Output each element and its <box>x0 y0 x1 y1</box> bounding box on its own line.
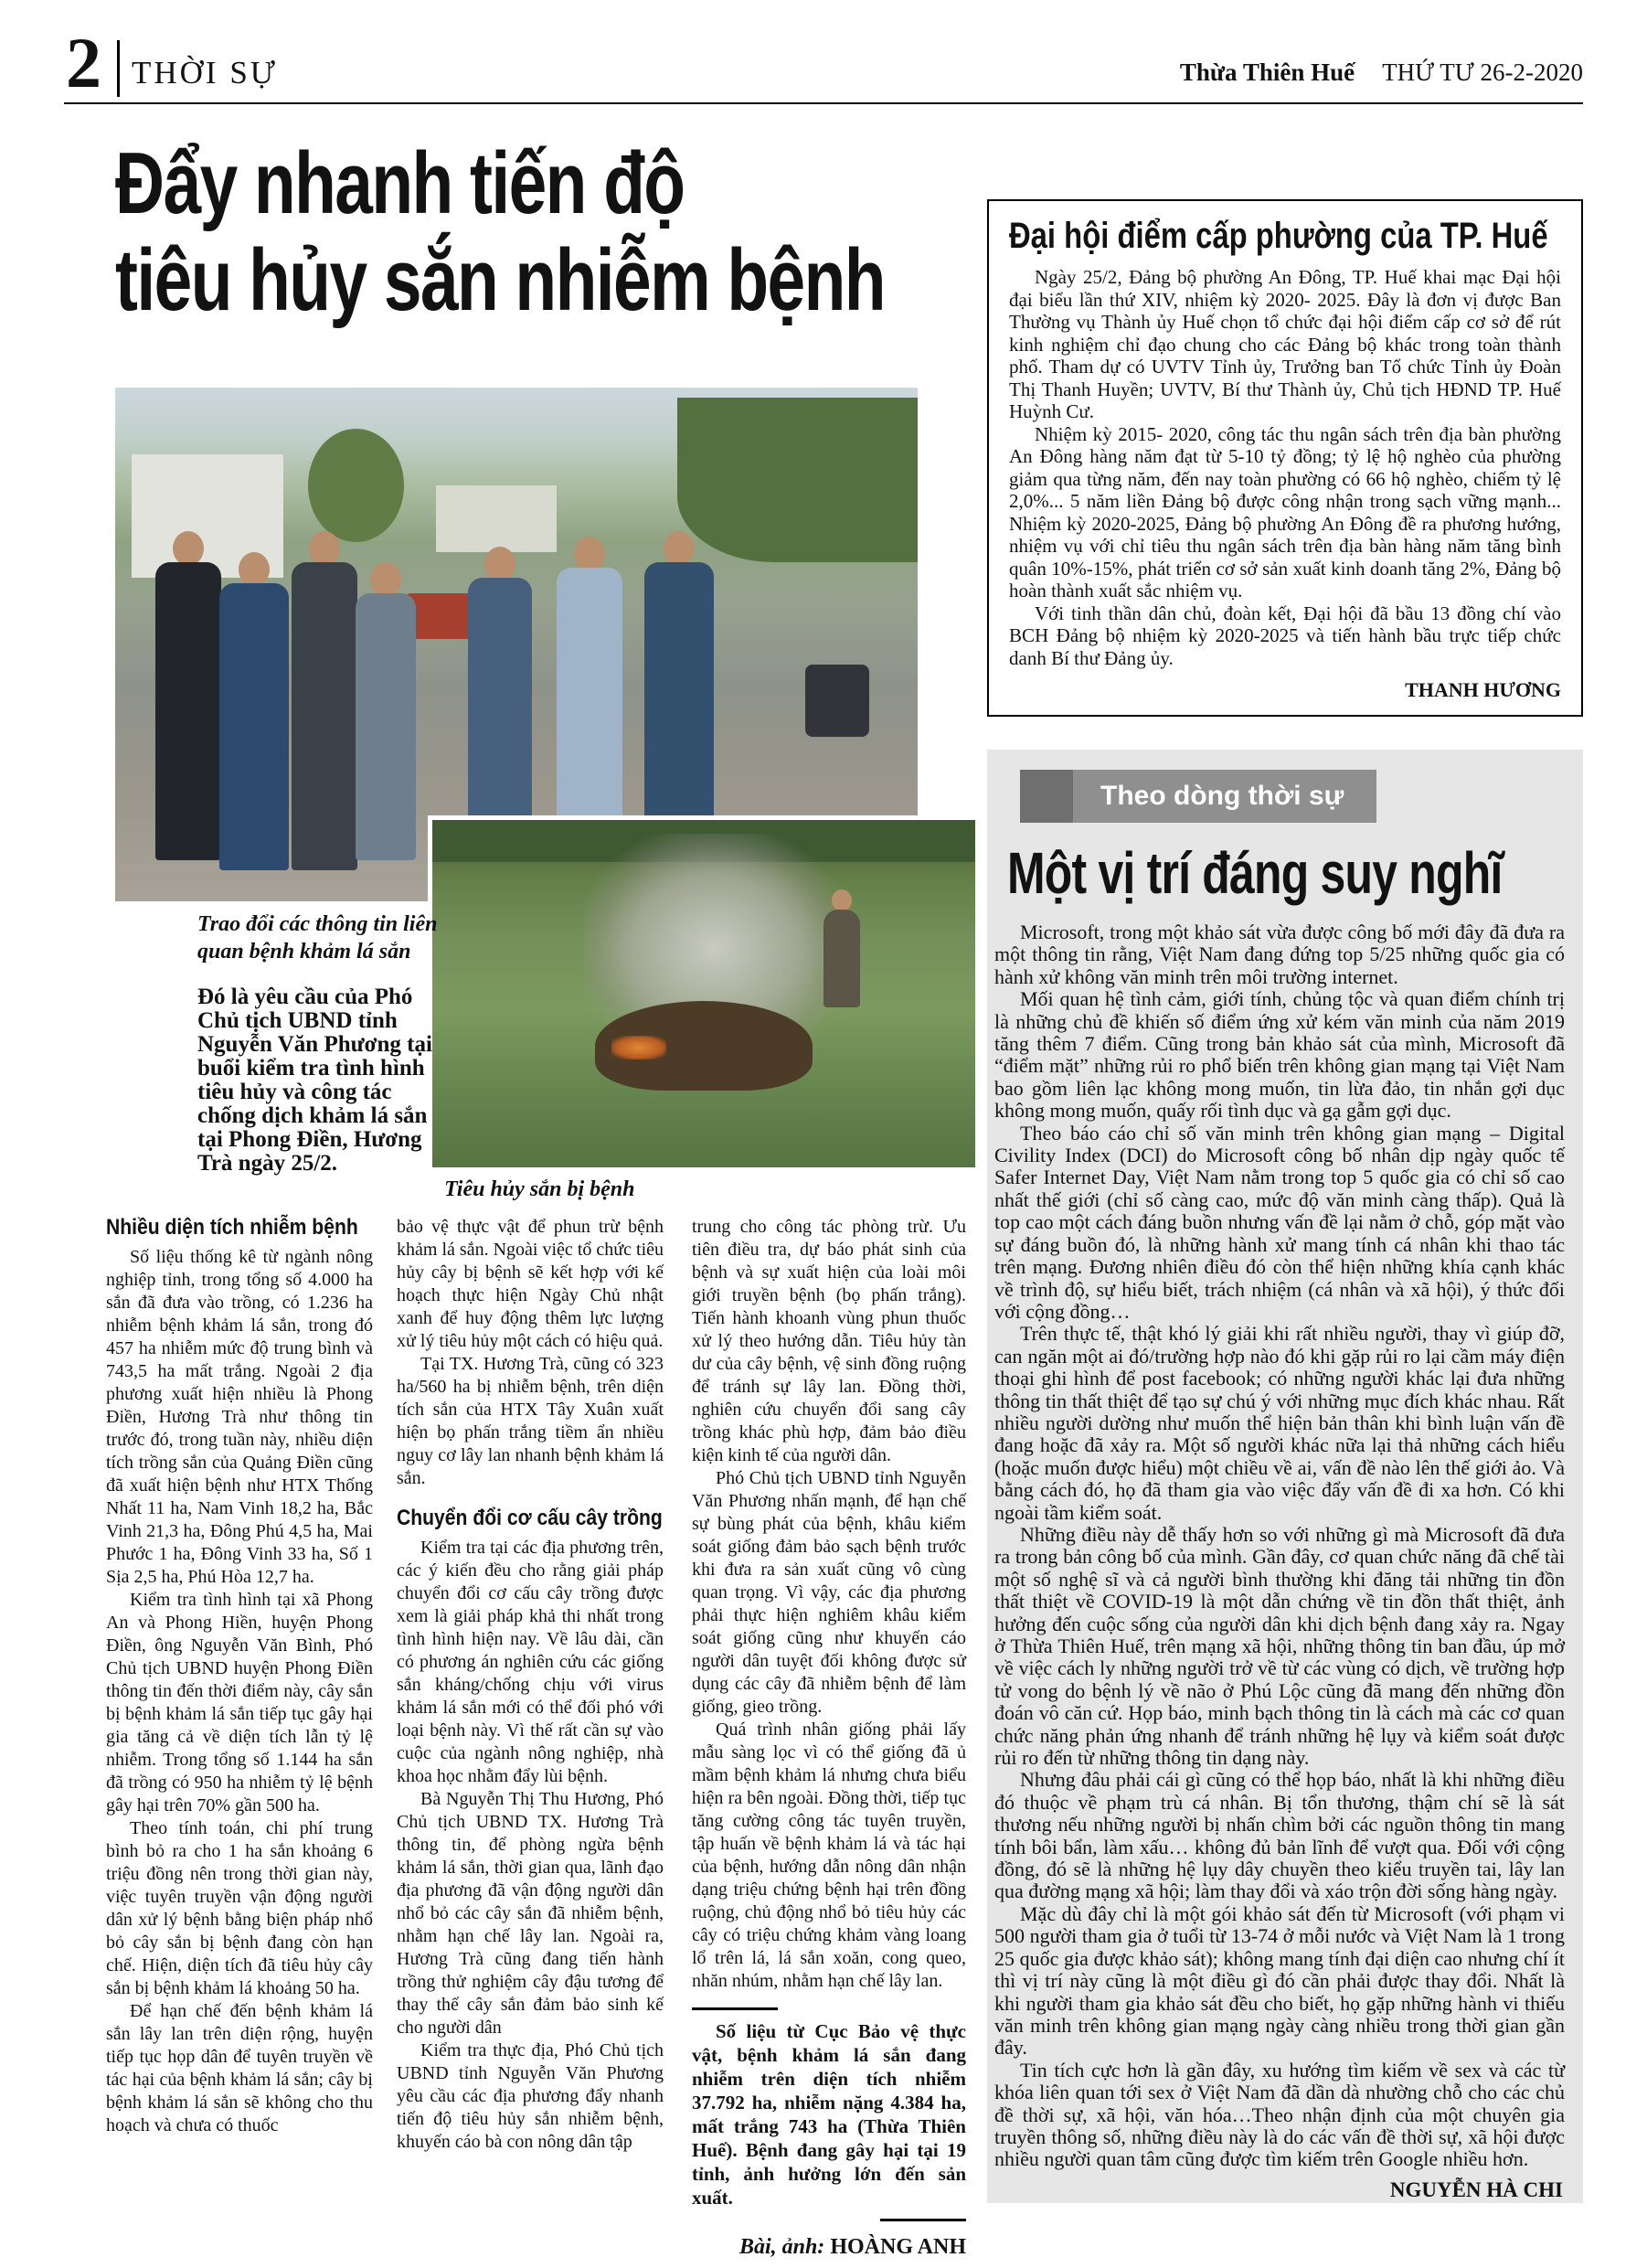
photo-burning-cassava <box>428 815 975 1167</box>
paragraph: Nhưng đâu phải cái gì cũng có thể họp báo, nhất là khi những điều đó thuộc về phạm trù cá nhân. Bị tổn thương, thậm chí sẽ là sát thương nếu những người bị nhấn chìm bởi các nguồn thông tin mang tính bôi bẩn, làm xấu… không đủ bản lĩnh để vượt qua. Đối với cộng đồng, đó sẽ là những hệ lụy dây chuyền theo kiểu truyền tai, lây lan qua đường mạng xã hội; làm thay đổi và xáo trộn đời sống hàng ngày. <box>994 1768 1565 1903</box>
opinion-panel <box>987 750 1583 2203</box>
paragraph: Số liệu thống kê từ ngành nông nghiệp tỉnh, trong tổng số 4.000 ha sắn đã đưa vào trồng, có 1.236 ha nhiễm bệnh khảm lá sắn, trong đó 457 ha nhiễm mức độ trung bình và 743,5 ha mất trắng. Ngoài 2 địa phương xuất hiện nhiều là Phong Điền, Hương Trà như thông tin trước đó, trong tuần này, nhiều diện tích trồng sắn của Quảng Điền cũng đã xuất hiện bệnh như HTX Thống Nhất 11 ha, Nam Vinh 18,2 ha, Bắc Vinh 21,3 ha, Đông Phú 4,5 ha, Mai Phước 1 ha, Đông Vinh 33 ha, Số 1 Sịa 2,5 ha, Phú Hòa 12,7 ha. <box>106 1247 373 1587</box>
person-figure <box>824 889 860 1007</box>
paragraph: bảo vệ thực vật để phun trừ bệnh khảm lá sắn. Ngoài việc tổ chức tiêu hủy cây bị bệnh sẽ kết hợp với kế hoạch thực hiện Ngày Chủ nhật xanh để huy động thêm lực lượng xử lý tiêu hủy một cách có hiệu quả. <box>397 1217 664 1351</box>
main-article-byline <box>692 2236 966 2259</box>
paragraph: Với tinh thần dân chủ, đoàn kết, Đại hội đã bầu 13 đồng chí vào BCH Đảng bộ nhiệm kỳ 2020-2025 và tiến hành bầu trực tiếp chức danh Bí thư Đảng ủy. <box>1009 602 1561 669</box>
photo1-caption: Trao đổi các thông tin liên quan bệnh khảm lá sắn <box>197 912 438 964</box>
opinion-byline: NGUYỄN HÀ CHI <box>1389 2177 1563 2201</box>
statistics-note: Số liệu từ Cục Bảo vệ thực vật, bệnh khảm lá sắn đang nhiễm trên diện tích nhiễm 37.792 ha, nhiễm nặng 4.384 ha, mất trắng 743 ha (Thừa Thiên Huế). Bệnh đang gây hại tại 19 tỉnh, ảnh hưởng lớn đến sản xuất. <box>692 2020 966 2209</box>
ward-congress-article <box>987 199 1583 717</box>
paragraph: Quá trình nhân giống phải lấy mẫu sàng lọc vì có thể giống đã ủ mầm bệnh khảm lá nhưng chưa biểu hiện ra bên ngoài. Đồng thời, tiếp tục tăng cường công tác tuyên truyền, tập huấn về bệnh khảm lá và tác hại của bệnh, hướng dẫn nông dân nhận dạng triệu chứng bệnh hại trên đồng ruộng, chủ động nhổ bỏ tiêu hủy các cây có triệu chứng khảm vàng loang lổ trên lá, lá sắn xoăn, cong queo, nhăn nhúm, nhằm hạn chế lây lan. <box>692 1720 966 1991</box>
ward-congress-byline: THANH HƯƠNG <box>1405 678 1561 701</box>
person-figure <box>155 531 221 860</box>
paragraph: Kiểm tra tình hình tại xã Phong An và Phong Hiền, huyện Phong Điền, ông Nguyễn Văn Bình, Phó Chủ tịch UBND huyện Phong Điền thông tin đến thời điểm này, cây sắn bị bệnh khảm lá sắn tiếp tục gây hại gia tăng cả về diện tích lẫn tỷ lệ nhiễm. Trong tổng số 1.144 ha sắn đã trồng có 950 ha nhiễm tỷ lệ bệnh gây hại trên 70% gần 500 ha. <box>106 1590 373 1815</box>
paragraph: Mối quan hệ tình cảm, giới tính, chủng tộc và quan điểm chính trị là những chủ đề khiến số điểm ứng xử kém văn minh của năm 2019 tăng thêm 7 điểm. Cũng trong bản khảo sát của mình, Microsoft đã “điểm mặt” những rủi ro phổ biến trên không gian mạng tại Việt Nam bao gồm liên lạc không mong muốn, tin lừa đảo, tin nhắn gợi dục không mong muốn, quấy rối tình dục và gạ gẫm gợi dục. <box>994 987 1565 1123</box>
kicker-row <box>1020 770 1583 823</box>
article-column-2 <box>397 1216 664 2154</box>
main-headline-line1: Đẩy nhanh tiến độ <box>115 134 685 232</box>
ward-congress-title: Đại hội điểm cấp phường của TP. Huế <box>1009 216 1548 256</box>
paragraph: Để hạn chế đến bệnh khảm lá sắn lây lan trên diện rộng, huyện tiếp tục họp dân để tuyên truyền về tác hại của bệnh khảm lá sắn; cây bị bệnh khảm lá sắn sẽ không cho thu hoạch và chưa có thuốc <box>106 2001 373 2135</box>
byline-prefix: Bài, ảnh: <box>738 2235 825 2259</box>
issue-date: THỨ TƯ 26-2-2020 <box>1382 59 1583 86</box>
paragraph: Nhiệm kỳ 2015- 2020, công tác thu ngân sách trên địa bàn phường An Đông hàng năm đạt từ 5-10 tỷ đồng; tỷ lệ hộ nghèo của phường giảm qua từng năm, đến nay toàn phường có 66 hộ nghèo, chiếm tỷ lệ 2,0%... 5 năm liền Đảng bộ được công nhận trong sạch vững mạnh... Nhiệm kỳ 2020-2025, Đảng bộ phường An Đông đề ra phương hướng, nhiệm vụ với chỉ tiêu thu ngân sách trên địa bàn hàng năm tăng bình quân 10%-15%, phát triển cơ sở sản xuất kinh doanh tăng 2%, Đảng bộ hoàn thành xuất sắc nhiệm vụ. <box>1009 422 1561 602</box>
article-column-1 <box>106 1216 373 2137</box>
fire-shape <box>611 1036 666 1059</box>
paragraph: Bà Nguyễn Thị Thu Hương, Phó Chủ tịch UBND TX. Hương Trà thông tin, để phòng ngừa bệnh khảm lá sắn, thời gian qua, lãnh đạo địa phương đã vận động người dân nhổ bỏ các cây sắn đã nhiễm bệnh, nhằm hạn chế lây lan. Ngoài ra, Hương Trà cũng đang tiến hành trồng thử nghiệm cây đậu tương để thay thế cây sắn đảm bảo sinh kế cho người dân <box>397 1789 664 2038</box>
photo2-caption: Tiêu hủy sắn bị bệnh <box>444 1177 635 1201</box>
article-column-3 <box>692 1216 966 2259</box>
page-number: 2 <box>66 23 101 102</box>
paragraph: trung cho công tác phòng trừ. Ưu tiên điều tra, dự báo phát sinh của bệnh và sự xuất hiện của loài môi giới truyền bệnh (bọ phấn trắng). Tiến hành khoanh vùng phun thuốc xử lý theo hướng dẫn. Tiêu hủy tàn dư của cây bệnh, vệ sinh đồng ruộng để tránh sự lây lan. Đồng thời, nghiên cứu chuyển đổi sang cây trồng khác phù hợp, đảm bảo điều kiện kinh tế của người dân. <box>692 1217 966 1465</box>
building-shape <box>436 485 557 552</box>
section-title: THỜI SỰ <box>132 55 278 91</box>
header-rule <box>64 102 1583 104</box>
opinion-body <box>994 921 1565 2171</box>
paragraph: Theo tính toán, chi phí trung bình bỏ ra cho 1 ha sắn khoảng 6 triệu đồng nên trong thời gian này, việc tuyên truyền vận động người dân xử lý bệnh bằng biện pháp nhổ bỏ cây sắn bị bệnh đang còn hạn chế. Hiện, diện tích đã tiêu hủy cây sắn bị bệnh khảm lá khoảng 50 ha. <box>106 1818 373 1998</box>
paragraph: Trên thực tế, thật khó lý giải khi rất nhiều người, thay vì giúp đỡ, can ngăn một ai đó/trường hợp nào đó khi gặp rủi ro lại cầm máy điện thoại ghi hình để post facebook; có những người khác lại đưa những thông tin thất thiệt để tạo sự chú ý với những mục đích khác nhau. Rất nhiều người dường như muốn thể hiện bản thân khi bình luận vấn đề đang hoặc đã xảy ra. Một số người khác nữa lại thả những cách hiểu (hoặc muốn được hiểu) một chiều về ai, vấn đề nào lên thế giới ảo. Và bằng cách đó, họ đã tham gia vào việc đẩy vấn đề đi xa hơn. Có khi ngoài tầm kiểm soát. <box>994 1322 1565 1524</box>
article-lead: Đó là yêu cầu của Phó Chủ tịch UBND tỉnh Nguyễn Văn Phương tại buổi kiểm tra tình hình tiêu hủy và công tác chống dịch khảm lá sắn tại Phong Điền, Hương Trà ngày 25/2. <box>197 985 432 1176</box>
tree-shape <box>308 429 404 542</box>
paragraph: Ngày 25/2, Đảng bộ phường An Đông, TP. Huế khai mạc Đại hội đại biểu lần thứ XIV, nhiệm kỳ 2020- 2025. Đây là đơn vị được Ban Thường vụ Thành ủy Huế chọn tổ chức đại hội điểm cấp cơ sở để rút kinh nghiệm chỉ đạo chung cho các Đảng bộ khác trong toàn thành phố. Tham dự có UVTV Tỉnh ủy, Trưởng ban Tổ chức Tỉnh ủy Đoàn Thị Thanh Huyền; UVTV, Bí thư Thành ủy, Chủ tịch HĐND TP. Huế Huỳnh Cư. <box>1009 266 1561 422</box>
byline-author: HOÀNG ANH <box>830 2235 966 2259</box>
header-right <box>1180 59 1583 87</box>
paragraph: Theo báo cáo chỉ số văn minh trên không gian mạng – Digital Civility Index (DCI) do Microsoft công bố nhân dịp ngày quốc tế Safer Internet Day, Việt Nam nằm trong top 5 quốc gia có chỉ số cao nhất thế giới (chỉ số càng cao, mức độ văn minh càng thấp). Quả là top cao một cách đáng buồn nhưng vấn đề lại nằm ở chỗ, góp mặt vào sự đáng buồn đó, là những hành xử mang tính cá nhân khi thao tác trên mạng. Đương nhiên điều đó còn thể hiện những khía cạnh khác về trình độ, sự hiểu biết, trách nhiệm (cá nhân và xã hội), ý thức đối với cộng đồng… <box>994 1121 1565 1323</box>
paragraph: Kiểm tra thực địa, Phó Chủ tịch UBND tỉnh Nguyễn Văn Phương yêu cầu các địa phương đẩy nhanh tiến độ tiêu hủy sắn nhiễm bệnh, khuyến cáo bà con nông dân tập <box>397 2040 664 2152</box>
header-divider <box>117 40 120 97</box>
kicker-label: Theo dòng thời sự <box>1073 770 1376 823</box>
main-headline-line2: tiêu hủy sắn nhiễm bệnh <box>115 231 885 329</box>
paragraph: Tin tích cực hơn là gần đây, xu hướng tìm kiếm về sex và các từ khóa liên quan tới sex ở Việt Nam đã dần dà nhường chỗ cho các chủ đề thời sự, xã hội, văn hóa…Theo nhận định của một chuyên gia truyền thông số, những điều này là do các vấn đề thời sự, xã hội được nhiều người quan tâm cũng được tìm kiếm trên Google nhiều hơn. <box>994 2058 1565 2171</box>
paragraph: Những điều này dễ thấy hơn so với những gì mà Microsoft đã đưa ra trong bản công bố của mình. Gần đây, cơ quan chức năng đã chế tài một số nghệ sĩ và cả người bình thường khi đăng tải những tin đồn thất thiệt về COVID-19 là một dẫn chứng về tin đồn thất thiệt, ảnh hưởng đến cuộc sống của người dân khi dịch bệnh đang xảy ra. Ngay ở Thừa Thiên Huế, trên mạng xã hội, những thông tin ban đầu, úp mở về việc cách ly những người trở về từ các vùng có dịch, về trường hợp tử vong do bệnh lý về não ở Phú Lộc cũng đã mang đến những đồn đoán vô căn cứ. Họp báo, minh bạch thông tin là cách mà các cơ quan chức năng phản ứng nhanh để tránh những hệ lụy và kiểm soát được rủi ro đến từ những thông tin dạng này. <box>994 1522 1565 1770</box>
paragraph: Mặc dù đây chỉ là một gói khảo sát đến từ Microsoft (với phạm vi 500 người tham gia ở tuổi từ 13-74 ở mỗi nước và Việt Nam là 1 trong 25 quốc gia được khảo sát); không mang tính đại diện cao nhưng chí ít thì vị trí này cũng là một điều gì đó cần phải được thay đổi. Nhất là khi người tham gia khảo sát đều cho biết, họ gặp những hành vi thiếu văn minh trên không gian mạng ngày càng nhiều trong thời gian gần đây. <box>994 1901 1565 2060</box>
main-headline <box>115 135 885 329</box>
subhead-infected-area: Nhiều diện tích nhiễm bệnh <box>106 1215 358 1240</box>
person-figure <box>356 562 416 860</box>
newspaper-brand: Thừa Thiên Huế <box>1179 59 1355 86</box>
subhead-crop-conversion: Chuyển đổi cơ cấu cây trồng <box>397 1506 663 1530</box>
paragraph: Microsoft, trong một khảo sát vừa được công bố mới đây đã đưa ra một thông tin rằng, Việt Nam đang đứng top 5/25 những quốc gia có hành xử không văn minh trên môi trường internet. <box>994 921 1565 988</box>
paragraph: Tại TX. Hương Trà, cũng có 323 ha/560 ha bị nhiễm bệnh, trên diện tích sắn của HTX Tây Xuân xuất hiện bọ phấn trắng tiềm ẩn nhiều nguy cơ lây lan nhanh bệnh khảm lá sắn. <box>397 1354 664 1488</box>
note-divider-bottom <box>880 2219 966 2221</box>
paragraph: Phó Chủ tịch UBND tỉnh Nguyễn Văn Phương nhấn mạnh, để hạn chế sự bùng phát của bệnh, khâu kiểm soát giống đảm bảo sạch bệnh trước khi đưa ra sản xuất cũng vô cùng quan trọng. Vì vậy, các địa phương phải thực hiện nghiêm khâu kiểm soát giống cũng như khuyến cáo người dân tuyệt đối không được sử dụng các cây đã nhiễm bệnh để làm giống, gieo trồng. <box>692 1468 966 1717</box>
motorbike-shape <box>805 665 869 737</box>
person-figure <box>292 531 357 870</box>
note-divider-top <box>692 2007 778 2010</box>
person-figure <box>219 552 289 870</box>
paragraph: Kiểm tra tại các địa phương trên, các ý kiến đều cho rằng giải pháp chuyển đổi cơ cấu cây trồng được xem là giải pháp khả thi nhất trong tình hình hiện nay. Về lâu dài, cần có phương án nghiên cứu các giống sắn kháng/chống chịu với virus khảm lá sắn mới có thể đối phó với loại bệnh này. Vì thế rất cần sự vào cuộc của ngành nông nghiệp, nhà khoa học nhằm đẩy lùi bệnh. <box>397 1538 664 1786</box>
kicker-square <box>1020 770 1073 823</box>
opinion-headline: Một vị trí đáng suy nghĩ <box>1007 840 1503 906</box>
